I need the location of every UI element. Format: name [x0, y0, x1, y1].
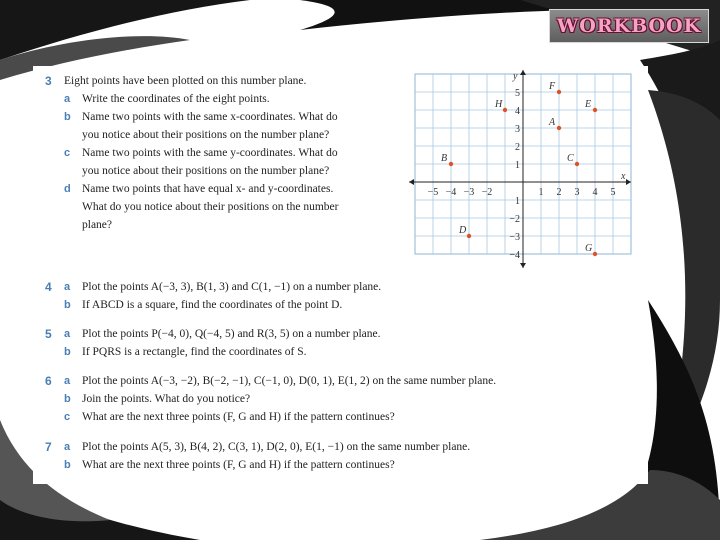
x-tick-label: 5 — [610, 187, 616, 198]
point-A — [557, 126, 561, 130]
part-letter: b — [64, 111, 71, 123]
y-tick-label: 5 — [515, 88, 520, 99]
point-label-G: G — [585, 243, 593, 254]
part-text: What are the next three points (F, G and H) if the pattern continues? — [82, 411, 395, 423]
question-number: 5 — [45, 327, 52, 341]
part-letter: b — [64, 346, 71, 358]
point-label-E: E — [585, 99, 592, 110]
question-part — [64, 372, 496, 390]
question-number: 6 — [45, 374, 52, 388]
question-part — [64, 456, 395, 474]
worksheet-page — [33, 66, 648, 484]
part-text: What are the next three points (F, G and H) if the pattern continues? — [82, 459, 395, 471]
x-tick-label: 1 — [538, 187, 544, 198]
part-text: Plot the points A(5, 3), B(4, 2), C(3, 1), D(2, 0), E(1, −1) on the same number plane. — [82, 441, 471, 453]
part-text: Write the coordinates of the eight points. — [82, 93, 270, 105]
part-text: If PQRS is a rectangle, find the coordinates of S. — [82, 346, 307, 358]
point-label-D: D — [459, 225, 467, 236]
point-label-C: C — [567, 153, 574, 164]
x-tick-label: 4 — [592, 187, 598, 198]
question-part — [64, 90, 270, 108]
part-text: Name two points that have equal x- and y-coordinates. — [82, 183, 334, 195]
x-tick-label: −3 — [463, 187, 475, 198]
part-letter: a — [64, 93, 71, 105]
part-letter: b — [64, 393, 71, 405]
y-tick-label: −2 — [509, 214, 520, 225]
question-part — [64, 390, 250, 408]
part-letter: b — [64, 459, 71, 471]
y-tick-label: 2 — [515, 142, 520, 153]
part-letter: a — [64, 441, 71, 453]
question-part — [64, 180, 333, 198]
y-tick-label: 1 — [515, 196, 520, 207]
question-part — [64, 278, 381, 296]
part-text-continued: you notice about their positions on the number plane? — [82, 165, 330, 177]
workbook-badge — [549, 9, 709, 43]
part-text: Join the points. What do you notice? — [82, 393, 251, 405]
number-plane — [409, 70, 635, 270]
workbook-badge-label: WORKBOOK — [556, 15, 702, 37]
point-label-B: B — [441, 153, 448, 164]
point-D — [467, 234, 471, 238]
question-part — [64, 108, 338, 126]
y-axis-arrow-down — [520, 263, 526, 268]
part-text-continued: plane? — [82, 219, 113, 231]
part-letter: a — [64, 281, 71, 293]
x-tick-label: −5 — [427, 187, 439, 198]
question-number: 4 — [45, 280, 52, 294]
part-text-continued: What do you notice about their positions on the number — [82, 201, 339, 213]
question-part — [64, 144, 338, 162]
y-tick-label: 1 — [515, 160, 520, 171]
part-text-continued: you notice about their positions on the number plane? — [82, 129, 330, 141]
question-stem: Eight points have been plotted on this number plane. — [64, 75, 307, 87]
question-number: 7 — [45, 440, 52, 454]
part-letter: c — [64, 411, 71, 423]
y-tick-label: 3 — [515, 124, 520, 135]
part-letter: d — [64, 183, 71, 195]
point-label-A: A — [549, 117, 556, 128]
y-tick-label: −4 — [509, 250, 520, 261]
question-part — [64, 325, 381, 343]
part-letter: b — [64, 299, 71, 311]
part-text: Plot the points A(−3, −2), B(−2, −1), C(−1, 0), D(0, 1), E(1, 2) on the same number plane. — [82, 375, 497, 387]
part-text: If ABCD is a square, find the coordinates of the point D. — [82, 299, 343, 311]
point-B — [449, 162, 453, 166]
point-H — [503, 108, 507, 112]
point-label-H: H — [495, 99, 503, 110]
point-E — [593, 108, 597, 112]
y-axis-arrow-up — [520, 70, 526, 75]
part-text: Name two points with the same y-coordinates. What do — [82, 147, 338, 159]
x-tick-label: −4 — [445, 187, 457, 198]
question-part — [64, 296, 342, 314]
point-F — [557, 90, 561, 94]
point-label-F: F — [549, 81, 556, 92]
part-text: Plot the points P(−4, 0), Q(−4, 5) and R(3, 5) on a number plane. — [82, 328, 381, 340]
point-C — [575, 162, 579, 166]
question-part — [64, 438, 470, 456]
x-axis-label: x — [621, 171, 626, 182]
part-letter: a — [64, 375, 71, 387]
x-axis-arrow-left — [409, 179, 414, 185]
question-number: 3 — [45, 74, 52, 88]
y-axis-label: y — [513, 71, 518, 82]
question-part — [64, 408, 395, 426]
part-letter: a — [64, 328, 71, 340]
point-G — [593, 252, 597, 256]
part-text: Name two points with the same x-coordinates. What do — [82, 111, 338, 123]
x-tick-label: 2 — [556, 187, 562, 198]
y-tick-label: −3 — [509, 232, 520, 243]
question-part — [64, 343, 307, 361]
part-text: Plot the points A(−3, 3), B(1, 3) and C(1, −1) on a number plane. — [82, 281, 382, 293]
y-tick-label: 4 — [515, 106, 520, 117]
x-tick-label: 3 — [574, 187, 580, 198]
x-tick-label: −2 — [481, 187, 493, 198]
part-letter: c — [64, 147, 71, 159]
